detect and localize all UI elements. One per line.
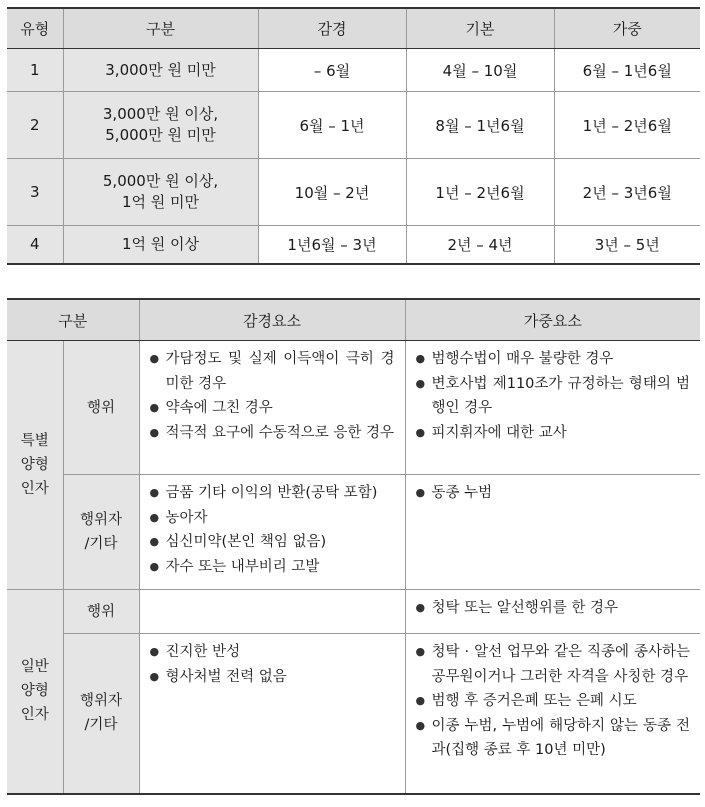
- type-cell: 2: [7, 92, 63, 159]
- table-row: [7, 475, 700, 590]
- reduction-cell: 1년6월 – 3년: [258, 226, 406, 264]
- aggravation-cell: 3년 – 5년: [554, 226, 700, 264]
- list-item: ● 변호사법 제110조가 규정하는 형태의 범행인 경우: [416, 372, 691, 421]
- sentencing-factors-table: [7, 298, 700, 795]
- list-item: ● 약속에 그친 경우: [150, 396, 395, 421]
- basic-cell: 1년 – 2년6월: [406, 159, 554, 226]
- list-item: ● 범행수법이 매우 불량한 경우: [416, 347, 691, 372]
- category-cell: 3,000만 원 이상, 5,000만 원 미만: [102, 105, 219, 144]
- list-item: ● 진지한 반성: [150, 640, 395, 665]
- list-item: ● 이종 누범, 누범에 해당하지 않는 동종 전과(집행 종료 후 10년 미만): [416, 714, 691, 763]
- list-item: ● 청탁 · 알선 업무와 같은 직종에 종사하는 공무원이거나 그러한 자격을 사칭한 경우: [416, 640, 691, 689]
- list-item: ● 금품 기타 이익의 반환(공탁 포함): [150, 481, 395, 506]
- sub-label: 행위자 /기타: [63, 634, 139, 794]
- aggravation-list: [406, 634, 701, 769]
- sub-label: 행위: [63, 590, 139, 634]
- aggravation-cell: 1년 – 2년6월: [554, 92, 700, 159]
- list-item: ● 농아자: [150, 506, 395, 531]
- aggravation-list: [406, 590, 701, 627]
- list-item: ● 자수 또는 내부비리 고발: [150, 555, 395, 580]
- sub-label: 행위자 /기타: [63, 475, 139, 590]
- reduction-list: [140, 341, 405, 451]
- header-aggravation: 가중: [554, 8, 700, 49]
- type-cell: 1: [7, 49, 63, 92]
- table-row: [7, 49, 700, 92]
- header-reduction: 감경: [258, 8, 406, 49]
- sentencing-range-table: [7, 7, 700, 265]
- basic-cell: 8월 – 1년6월: [406, 92, 554, 159]
- list-item: ● 동종 누범: [416, 481, 691, 506]
- reduction-cell: – 6월: [258, 49, 406, 92]
- category-cell: 1억 원 이상: [121, 234, 200, 253]
- reduction-cell: 6월 – 1년: [258, 92, 406, 159]
- header-category: 구분: [63, 8, 258, 49]
- list-item: ● 심신미약(본인 책임 없음): [150, 530, 395, 555]
- type-cell: 4: [7, 226, 63, 264]
- basic-cell: 2년 – 4년: [406, 226, 554, 264]
- header-type: 유형: [7, 8, 63, 49]
- group-label-general: 일반 양형 인자: [7, 590, 63, 794]
- basic-cell: 4월 – 10월: [406, 49, 554, 92]
- list-item: ● 청탁 또는 알선행위를 한 경우: [416, 596, 691, 621]
- aggravation-cell: 2년 – 3년6월: [554, 159, 700, 226]
- table-row: [7, 634, 700, 794]
- table-row: [7, 159, 700, 226]
- header-category: 구분: [7, 299, 139, 341]
- table-row: [7, 590, 700, 634]
- list-item: ● 범행 후 증거은폐 또는 은폐 시도: [416, 689, 691, 714]
- header-reduction-factors: 감경요소: [139, 299, 405, 341]
- empty-cell: [139, 590, 405, 634]
- list-item: ● 가담정도 및 실제 이득액이 극히 경미한 경우: [150, 347, 395, 396]
- list-item: ● 피지휘자에 대한 교사: [416, 421, 691, 446]
- group-label-special: 특별 양형 인자: [7, 341, 63, 590]
- reduction-list: [140, 634, 405, 695]
- type-cell: 3: [7, 159, 63, 226]
- list-item: ● 적극적 요구에 수동적으로 응한 경우: [150, 421, 395, 446]
- sub-label: 행위: [63, 341, 139, 475]
- aggravation-cell: 6월 – 1년6월: [554, 49, 700, 92]
- category-cell: 3,000만 원 미만: [105, 60, 216, 79]
- list-item: ● 형사처벌 전력 없음: [150, 665, 395, 690]
- reduction-cell: 10월 – 2년: [258, 159, 406, 226]
- aggravation-list: [406, 475, 701, 512]
- category-cell: 5,000만 원 이상, 1억 원 미만: [102, 172, 219, 211]
- header-basic: 기본: [406, 8, 554, 49]
- table-row: [7, 226, 700, 264]
- aggravation-list: [406, 341, 701, 451]
- reduction-list: [140, 475, 405, 585]
- table-header-row: [7, 8, 700, 49]
- table-header-row: [7, 299, 700, 341]
- table-row: [7, 92, 700, 159]
- table-row: [7, 341, 700, 475]
- header-aggravation-factors: 가중요소: [405, 299, 700, 341]
